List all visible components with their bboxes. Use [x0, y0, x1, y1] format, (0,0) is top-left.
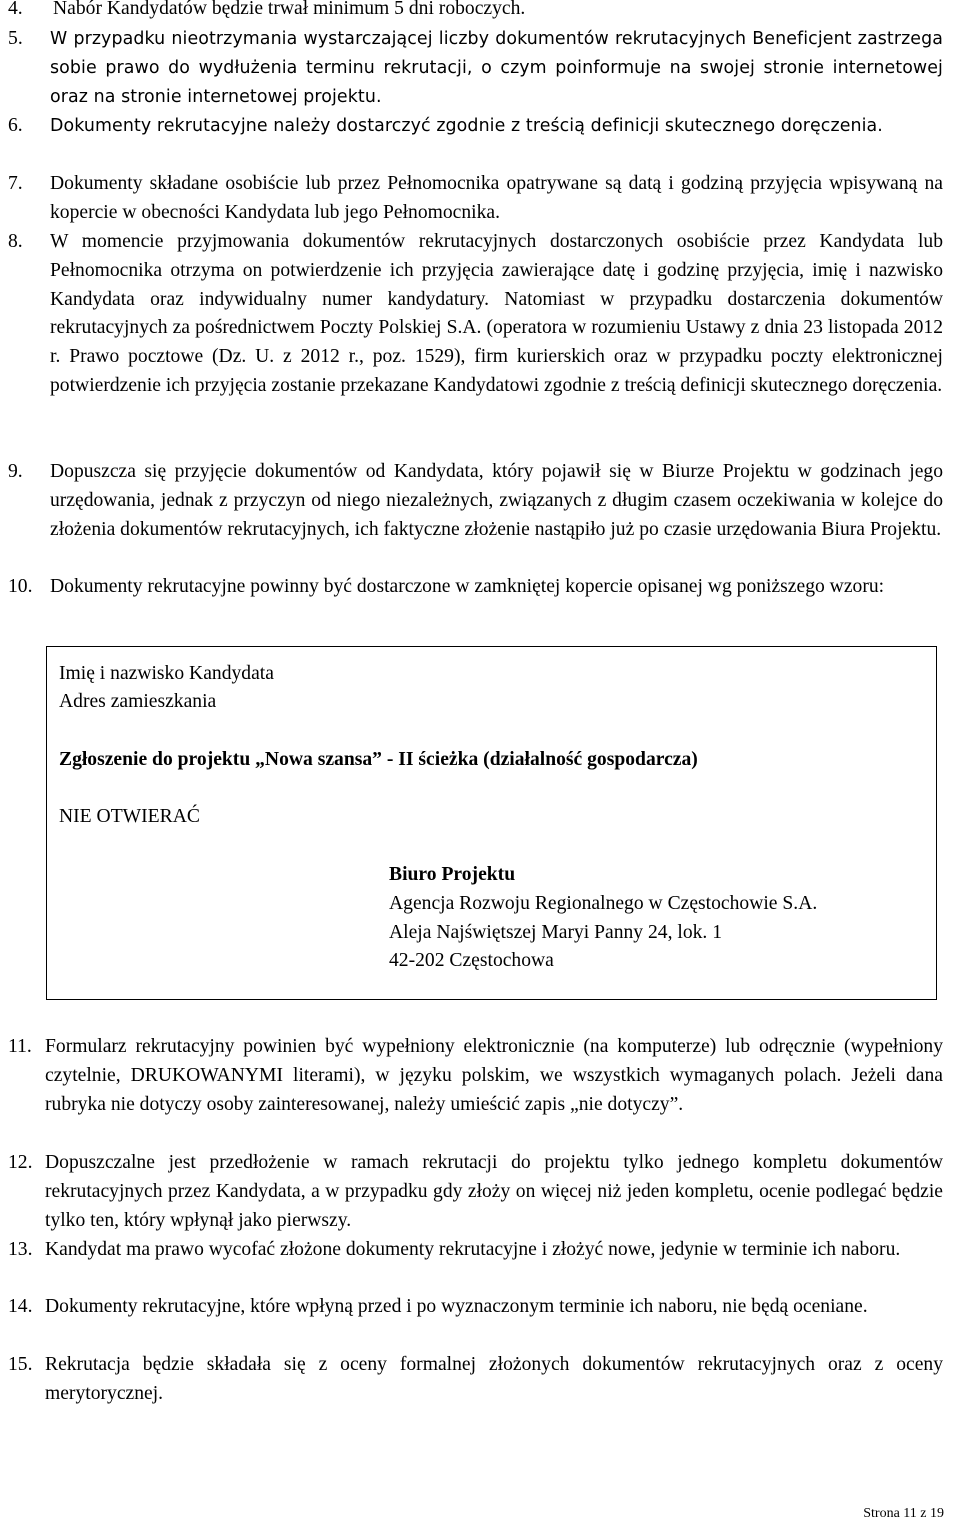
- list-item-10: [8, 573, 943, 602]
- list-item-9: [8, 458, 943, 544]
- list-item-text: Nabór Kandydatów będzie trwał minimum 5 dni roboczych.: [53, 0, 526, 19]
- list-item-4: [8, 0, 943, 24]
- list-item-14: [8, 1293, 943, 1322]
- envelope-office-title: Biuro Projektu: [389, 864, 516, 885]
- list-item-number: 8.: [8, 231, 23, 252]
- envelope-do-not-open: NIE OTWIERAĆ: [59, 806, 200, 827]
- page-number: Strona 11 z 19: [863, 1506, 944, 1521]
- list-item-text: Dokumenty składane osobiście lub przez Pełnomocnika opatrywane są datą i godziną przyjęcia wpisywaną na kopercie w obecności Kandydata lub jego Pełnomocnika.: [50, 173, 943, 223]
- list-item-12: [8, 1149, 943, 1235]
- envelope-name-line: Imię i nazwisko Kandydata: [59, 663, 274, 684]
- list-item-8: [8, 228, 943, 401]
- list-item-5: [8, 25, 943, 111]
- list-item-number: 11.: [8, 1036, 32, 1057]
- list-item-text: Dopuszcza się przyjęcie dokumentów od Kandydata, który pojawił się w Biurze Projektu w godzinach jego urzędowania, jednak z przyczyn od niego niezależnych, związanych z długim czasem oczekiwania w kolejce do złożenia dokumentów rekrutacyjnych, ich faktyczne złożenie nastąpiło już po czasie urzędowania Biura Projektu.: [50, 461, 943, 540]
- list-item-text: Dokumenty rekrutacyjne należy dostarczyć zgodnie z treścią definicji skutecznego doręczenia.: [50, 116, 883, 136]
- list-item-11: [8, 1033, 943, 1119]
- list-item-number: 12.: [8, 1152, 33, 1173]
- list-item-number: 13.: [8, 1239, 33, 1260]
- list-item-15: [8, 1351, 943, 1409]
- list-item-7: [8, 170, 943, 228]
- list-item-text: W przypadku nieotrzymania wystarczającej liczby dokumentów rekrutacyjnych Beneficjent zastrzega sobie prawo do wydłużenia terminu rekrutacji, o czym poinformuje na swojej stronie internetowej oraz na stronie internetowej projektu.: [50, 29, 943, 107]
- list-item-text: Dopuszczalne jest przedłożenie w ramach rekrutacji do projektu tylko jednego kompletu dokumentów rekrutacyjnych przez Kandydata, a w przypadku gdy złoży on więcej niż jeden kompletu, ocenie podlegać będzie tylko ten, który wpłynął jako pierwszy.: [45, 1152, 943, 1231]
- envelope-office-city: 42-202 Częstochowa: [389, 950, 554, 971]
- list-item-number: 7.: [8, 173, 23, 194]
- envelope-title-line: Zgłoszenie do projektu „Nowa szansa” - II ścieżka (działalność gospodarcza): [59, 749, 698, 770]
- list-item-number: 10.: [8, 576, 33, 597]
- list-item-number: 9.: [8, 461, 23, 482]
- list-item-13: [8, 1236, 943, 1265]
- list-item-text: W momencie przyjmowania dokumentów rekrutacyjnych dostarczonych osobiście przez Kandydata lub Pełnomocnika otrzyma on potwierdzenie ich przyjęcia zawierające datę i godzinę przyjęcia, imię i nazwisko Kandydata oraz indywidualny numer kandydatury. Natomiast w przypadku dostarczenia dokumentów rekrutacyjnych za pośrednictwem Poczty Polskiej S.A. (operatora w rozumieniu Ustawy z dnia 23 listopada 2012 r. Prawo pocztowe (Dz. U. z 2012 r., poz. 1529), firm kurierskich oraz w przypadku poczty elektronicznej potwierdzenie ich przyjęcia zostanie przekazane Kandydatowi zgodnie z treścią definicji skutecznego doręczenia.: [50, 231, 943, 396]
- list-item-number: 4.: [8, 0, 23, 19]
- envelope-office-org: Agencja Rozwoju Regionalnego w Częstochowie S.A.: [389, 893, 818, 914]
- list-item-text: Rekrutacja będzie składała się z oceny formalnej złożonych dokumentów rekrutacyjnych oraz z oceny merytorycznej.: [45, 1354, 943, 1404]
- list-item-text: Kandydat ma prawo wycofać złożone dokumenty rekrutacyjne i złożyć nowe, jedynie w terminie ich naboru.: [45, 1239, 901, 1260]
- envelope-template-box: [46, 646, 937, 1000]
- list-item-number: 14.: [8, 1296, 33, 1317]
- list-item-number: 15.: [8, 1354, 33, 1375]
- list-item-number: 6.: [8, 115, 23, 136]
- list-item-number: 5.: [8, 28, 23, 49]
- list-item-text: Dokumenty rekrutacyjne powinny być dostarczone w zamkniętej kopercie opisanej wg poniższego wzoru:: [50, 576, 885, 597]
- envelope-address-line: Adres zamieszkania: [59, 691, 217, 712]
- list-item-text: Dokumenty rekrutacyjne, które wpłyną przed i po wyznaczonym terminie ich naboru, nie będą oceniane.: [45, 1296, 868, 1317]
- envelope-office-street: Aleja Najświętszej Maryi Panny 24, lok. 1: [389, 922, 723, 943]
- list-item-6: [8, 112, 943, 141]
- list-item-text: Formularz rekrutacyjny powinien być wypełniony elektronicznie (na komputerze) lub odręcznie (wypełniony czytelnie, DRUKOWANYMI literami), w języku polskim, we wszystkich wymaganych polach. Jeżeli dana rubryka nie dotyczy osoby zainteresowanej, należy umieścić zapis „nie dotyczy”.: [45, 1036, 943, 1115]
